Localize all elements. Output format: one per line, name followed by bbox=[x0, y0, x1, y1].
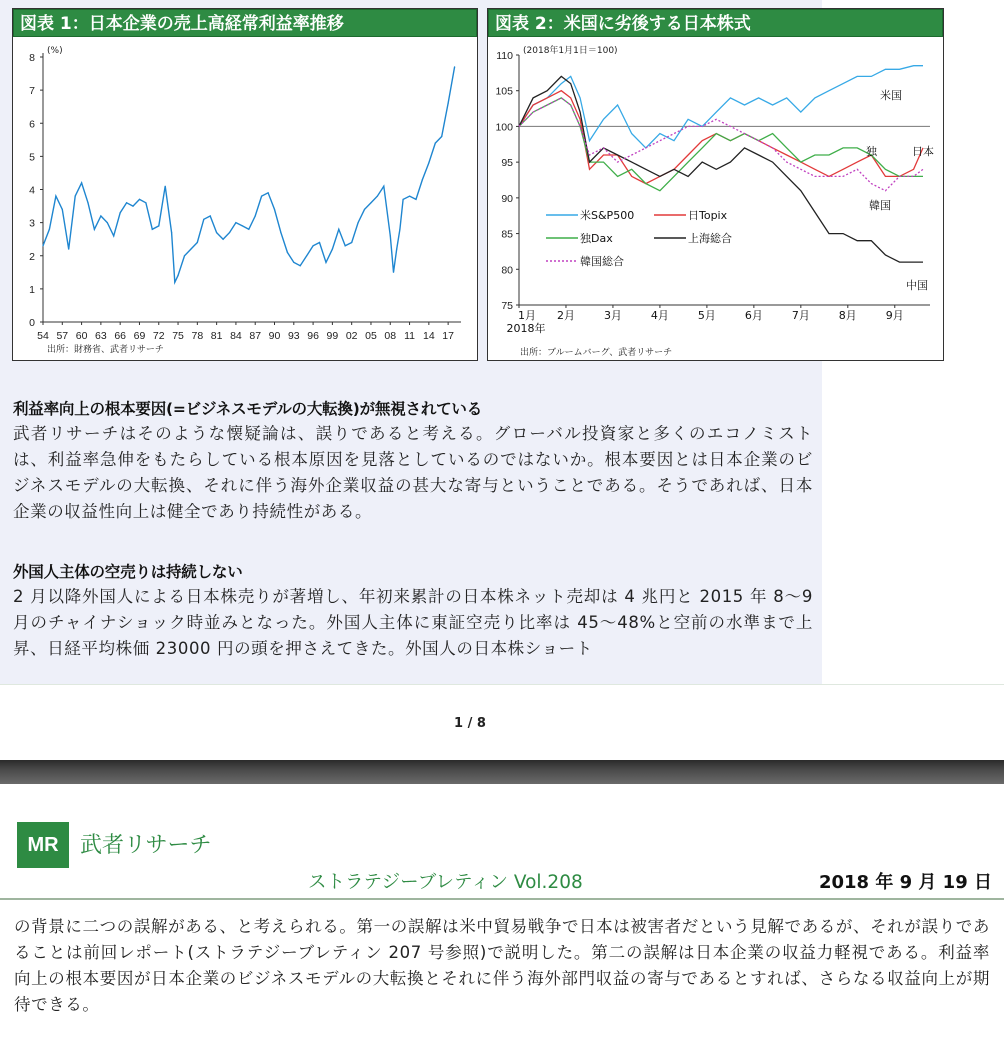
x-tick-label: 75 bbox=[172, 330, 184, 342]
section-short-selling bbox=[13, 560, 813, 662]
x-tick-label: 8月 bbox=[838, 309, 857, 322]
x-tick-label: 11 bbox=[404, 330, 416, 342]
data-point bbox=[94, 229, 95, 230]
data-point bbox=[165, 186, 166, 187]
y-tick-label: 80 bbox=[501, 264, 513, 277]
legend-label: 独Dax bbox=[580, 232, 613, 245]
data-point bbox=[268, 192, 269, 193]
x-tick-label: 7月 bbox=[791, 309, 810, 322]
data-point bbox=[441, 136, 442, 137]
y-tick-label: 90 bbox=[501, 192, 513, 205]
x-tick-label: 08 bbox=[384, 330, 397, 342]
data-point bbox=[81, 182, 82, 183]
data-point bbox=[235, 222, 236, 223]
chart-1-box bbox=[12, 8, 478, 361]
unit-label: (%) bbox=[47, 46, 63, 56]
y-tick-label: 105 bbox=[495, 85, 513, 98]
x-tick-label: 4月 bbox=[650, 309, 669, 322]
data-point bbox=[229, 232, 230, 233]
data-point bbox=[399, 229, 400, 230]
data-point bbox=[409, 196, 410, 197]
y-tick-label: 6 bbox=[29, 118, 35, 131]
y-tick-label: 4 bbox=[29, 184, 35, 197]
data-point bbox=[113, 235, 114, 236]
y-tick-label: 8 bbox=[29, 52, 35, 64]
end-label: 米国 bbox=[880, 89, 902, 102]
data-point bbox=[274, 209, 275, 210]
legend-label: 米S&P500 bbox=[580, 209, 635, 222]
legend-label: 韓国総合 bbox=[580, 255, 624, 268]
data-point bbox=[358, 222, 359, 223]
x-tick-label: 02 bbox=[345, 330, 358, 342]
data-point bbox=[403, 199, 404, 200]
y-tick-label: 85 bbox=[501, 228, 513, 241]
y-tick-label: 0 bbox=[29, 317, 35, 329]
data-point bbox=[383, 186, 384, 187]
data-point bbox=[132, 206, 133, 207]
y-tick-label: 95 bbox=[501, 157, 513, 170]
data-point bbox=[454, 66, 455, 67]
data-point bbox=[435, 143, 436, 144]
data-point bbox=[242, 225, 243, 226]
x-tick-label: 1月 bbox=[518, 309, 536, 322]
section-body: 2 月以降外国人による日本株売りが著増し、年初来累計の日本株ネット売却は 4 兆円と 2015 年 8～9 月のチャイナショック時並みとなった。外国人主体に東証空売り比率は 45～48%と空前の水準まで上昇、日経平均株価 23000 円の頭を押さえてきた。外国人の日本株ショート bbox=[13, 587, 813, 658]
data-point bbox=[255, 215, 256, 216]
data-point bbox=[351, 242, 352, 243]
report-date: 2018 年 9 月 19 日 bbox=[818, 872, 992, 893]
data-point bbox=[190, 249, 191, 250]
x-tick-label: 9月 bbox=[885, 309, 904, 322]
data-point bbox=[448, 103, 449, 104]
data-point bbox=[152, 229, 153, 230]
section-heading: 外国人主体の空売りは持続しない bbox=[13, 563, 243, 581]
chart-1-title: 図表 1：日本企業の売上高経常利益率推移 bbox=[13, 9, 477, 37]
data-point bbox=[370, 202, 371, 203]
data-point bbox=[428, 162, 429, 163]
data-point bbox=[120, 212, 121, 213]
chart-subtitle: (2018年1月1日＝100) bbox=[523, 46, 618, 56]
data-point bbox=[49, 229, 50, 230]
data-point bbox=[42, 245, 43, 246]
series-line-profit-margin bbox=[43, 67, 455, 282]
data-point bbox=[107, 222, 108, 223]
data-point bbox=[319, 242, 320, 243]
data-point bbox=[396, 249, 397, 250]
y-tick-label: 5 bbox=[29, 151, 35, 164]
x-tick-label: 54 bbox=[37, 330, 49, 342]
data-point bbox=[280, 232, 281, 233]
header-rule bbox=[0, 898, 1004, 900]
data-point bbox=[393, 272, 394, 273]
x-tick-label: 96 bbox=[307, 330, 319, 342]
chart-2-title: 図表 2：米国に劣後する日本株式 bbox=[488, 9, 943, 37]
x-tick-label: 5月 bbox=[697, 309, 716, 322]
x-tick-label: 87 bbox=[249, 330, 262, 342]
page-divider bbox=[0, 760, 1004, 784]
data-point bbox=[75, 196, 76, 197]
section-heading: 利益率向上の根本要因(=ビジネスモデルの大転換)が無視されている bbox=[13, 400, 483, 418]
legend-label: 上海総合 bbox=[688, 232, 732, 245]
data-point bbox=[248, 229, 249, 230]
data-point bbox=[197, 242, 198, 243]
x-tick-label: 57 bbox=[56, 330, 69, 342]
content-bottom-rule bbox=[0, 684, 1004, 685]
y-tick-label: 7 bbox=[29, 85, 35, 98]
data-point bbox=[390, 235, 391, 236]
x-tick-label: 05 bbox=[365, 330, 377, 342]
y-tick-label: 110 bbox=[496, 50, 513, 62]
data-point bbox=[158, 225, 159, 226]
company-logo: MR bbox=[17, 822, 69, 868]
data-point bbox=[174, 282, 175, 283]
x-tick-label: 63 bbox=[95, 330, 107, 342]
data-point bbox=[100, 215, 101, 216]
x-tick-label: 84 bbox=[230, 330, 242, 342]
data-point bbox=[377, 196, 378, 197]
data-point bbox=[422, 179, 423, 180]
x-tick-label: 6月 bbox=[744, 309, 763, 322]
company-name: 武者リサーチ bbox=[80, 833, 212, 858]
chart-2-box bbox=[487, 8, 944, 361]
chart-1-plot bbox=[13, 37, 477, 360]
data-point bbox=[261, 196, 262, 197]
data-point bbox=[325, 262, 326, 263]
data-point bbox=[415, 199, 416, 200]
data-point bbox=[68, 249, 69, 250]
end-label: 日本 bbox=[912, 145, 934, 158]
x-tick-label: 2月 bbox=[556, 309, 575, 322]
data-point bbox=[364, 209, 365, 210]
bulletin-title: ストラテジーブレティン Vol.208 bbox=[308, 872, 583, 893]
data-point bbox=[306, 255, 307, 256]
end-label: 独 bbox=[866, 145, 877, 158]
report-page-2 bbox=[0, 784, 1004, 1038]
x-tick-label: 72 bbox=[152, 330, 165, 342]
x-tick-label: 81 bbox=[210, 330, 223, 342]
data-point bbox=[139, 199, 140, 200]
data-point bbox=[313, 245, 314, 246]
x-tick-label: 66 bbox=[114, 330, 127, 342]
x-tick-label: 3月 bbox=[603, 309, 622, 322]
data-point bbox=[300, 265, 301, 266]
data-point bbox=[287, 252, 288, 253]
y-tick-label: 100 bbox=[495, 121, 513, 134]
x-tick-label: 69 bbox=[133, 330, 146, 342]
source-label: 出所：財務省、武者リサーチ bbox=[47, 345, 164, 355]
section-profit-margin bbox=[13, 397, 813, 525]
legend-label: 日Topix bbox=[688, 209, 728, 222]
data-point bbox=[87, 202, 88, 203]
data-point bbox=[171, 232, 172, 233]
x-tick-label: 90 bbox=[268, 330, 281, 342]
data-point bbox=[332, 249, 333, 250]
x-tick-label: 17 bbox=[442, 330, 454, 342]
data-point bbox=[293, 262, 294, 263]
data-point bbox=[203, 219, 204, 220]
y-tick-label: 1 bbox=[29, 283, 35, 296]
x-year-label: 2018年 bbox=[506, 322, 546, 335]
page-2-body: の背景に二つの誤解がある、と考えられる。第一の誤解は米中貿易戦争で日本は被害者だという見解であるが、それが誤りであることは前回レポート(ストラテジーブレティン 207 号参照)で説明した。第二の誤解は日本企業の収益力軽視である。利益率向上の根本要因が日本企業のビジネスモデルの大転換とそれに伴う海外部門収益の寄与であるとすれば、さらなる収益向上が期待できる。 bbox=[14, 917, 990, 1014]
y-tick-label: 2 bbox=[29, 250, 35, 263]
y-tick-label: 75 bbox=[501, 300, 513, 312]
data-point bbox=[338, 229, 339, 230]
end-label: 中国 bbox=[906, 279, 928, 292]
data-point bbox=[177, 275, 178, 276]
source-label: 出所：ブルームバーグ、武者リサーチ bbox=[520, 348, 673, 358]
series-line bbox=[519, 91, 923, 184]
data-point bbox=[223, 239, 224, 240]
y-tick-label: 3 bbox=[29, 217, 35, 230]
data-point bbox=[210, 215, 211, 216]
data-point bbox=[126, 202, 127, 203]
section-body: 武者リサーチはそのような懐疑論は、誤りであると考える。グローバル投資家と多くのエコノミストは、利益率急伸をもたらしている根本原因を見落としているのではないか。根本要因とは日本企業のビジネスモデルの大転換、それに伴う海外企業収益の甚大な寄与ということである。そうであれば、日本企業の収益性向上は健全であり持続性がある。 bbox=[13, 424, 813, 521]
x-tick-label: 14 bbox=[423, 330, 435, 342]
data-point bbox=[216, 232, 217, 233]
x-tick-label: 78 bbox=[191, 330, 204, 342]
data-point bbox=[345, 245, 346, 246]
chart-2-plot bbox=[488, 37, 943, 360]
end-label: 韓国 bbox=[869, 199, 891, 212]
x-tick-label: 60 bbox=[75, 330, 88, 342]
data-point bbox=[62, 209, 63, 210]
page-number: 1 / 8 bbox=[454, 716, 486, 731]
x-tick-label: 99 bbox=[326, 330, 339, 342]
data-point bbox=[55, 196, 56, 197]
data-point bbox=[184, 255, 185, 256]
data-point bbox=[145, 202, 146, 203]
x-tick-label: 93 bbox=[287, 330, 300, 342]
